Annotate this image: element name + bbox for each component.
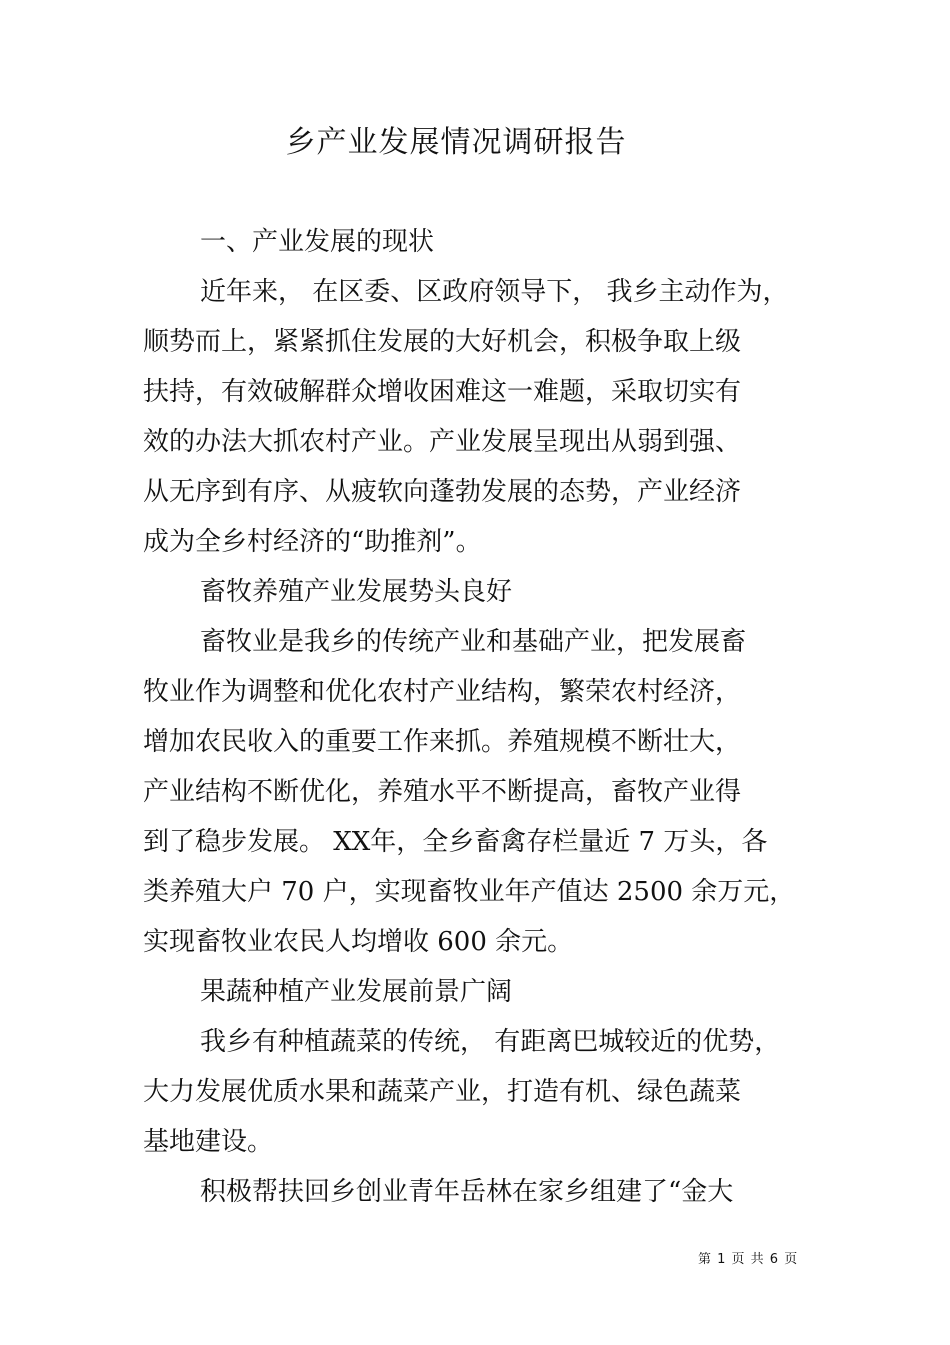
page-number-footer: 第 1 页 共 6 页 — [698, 1252, 799, 1267]
paragraph-line: 畜牧业是我乡的传统产业和基础产业，把发展畜 — [200, 627, 747, 657]
paragraph-line: 成为全乡村经济的“助推剂”。 — [143, 527, 482, 557]
paragraph-line: 基地建设。 — [143, 1127, 274, 1157]
paragraph-line: 从无序到有序、从疲软向蓬勃发展的态势，产业经济 — [143, 477, 742, 507]
paragraph-line: 我乡有种植蔬菜的传统， 有距离巴城较近的优势， — [200, 1027, 781, 1057]
section-heading: 一、产业发展的现状 — [200, 227, 435, 257]
paragraph-line: 增加农民收入的重要工作来抓。养殖规模不断壮大， — [143, 727, 742, 757]
paragraph-line: 积极帮扶回乡创业青年岳林在家乡组建了“金大 — [200, 1177, 734, 1207]
paragraph-line: 近年来， 在区委、区政府领导下， 我乡主动作为， — [200, 277, 789, 307]
paragraph-line: 大力发展优质水果和蔬菜产业，打造有机、绿色蔬菜 — [143, 1077, 742, 1107]
paragraph-line: 扶持，有效破解群众增收困难这一难题，采取切实有 — [143, 377, 742, 407]
subsection-heading: 果蔬种植产业发展前景广阔 — [200, 977, 513, 1007]
paragraph-line: 效的办法大抓农村产业。产业发展呈现出从弱到强、 — [143, 427, 742, 457]
paragraph-line: 实现畜牧业农民人均增收 600 余元。 — [143, 927, 574, 957]
paragraph-line: 类养殖大户 70 户，实现畜牧业年产值达 2500 余万元， — [143, 877, 796, 907]
document-title: 乡产业发展情况调研报告 — [285, 125, 627, 160]
paragraph-line: 顺势而上，紧紧抓住发展的大好机会，积极争取上级 — [143, 327, 742, 357]
paragraph-line: 牧业作为调整和优化农村产业结构，繁荣农村经济， — [143, 677, 742, 707]
subsection-heading: 畜牧养殖产业发展势头良好 — [200, 577, 513, 607]
paragraph-line: 到了稳步发展。 XX年，全乡畜禽存栏量近 7 万头，各 — [143, 827, 768, 857]
paragraph-line: 产业结构不断优化，养殖水平不断提高，畜牧产业得 — [143, 777, 742, 807]
